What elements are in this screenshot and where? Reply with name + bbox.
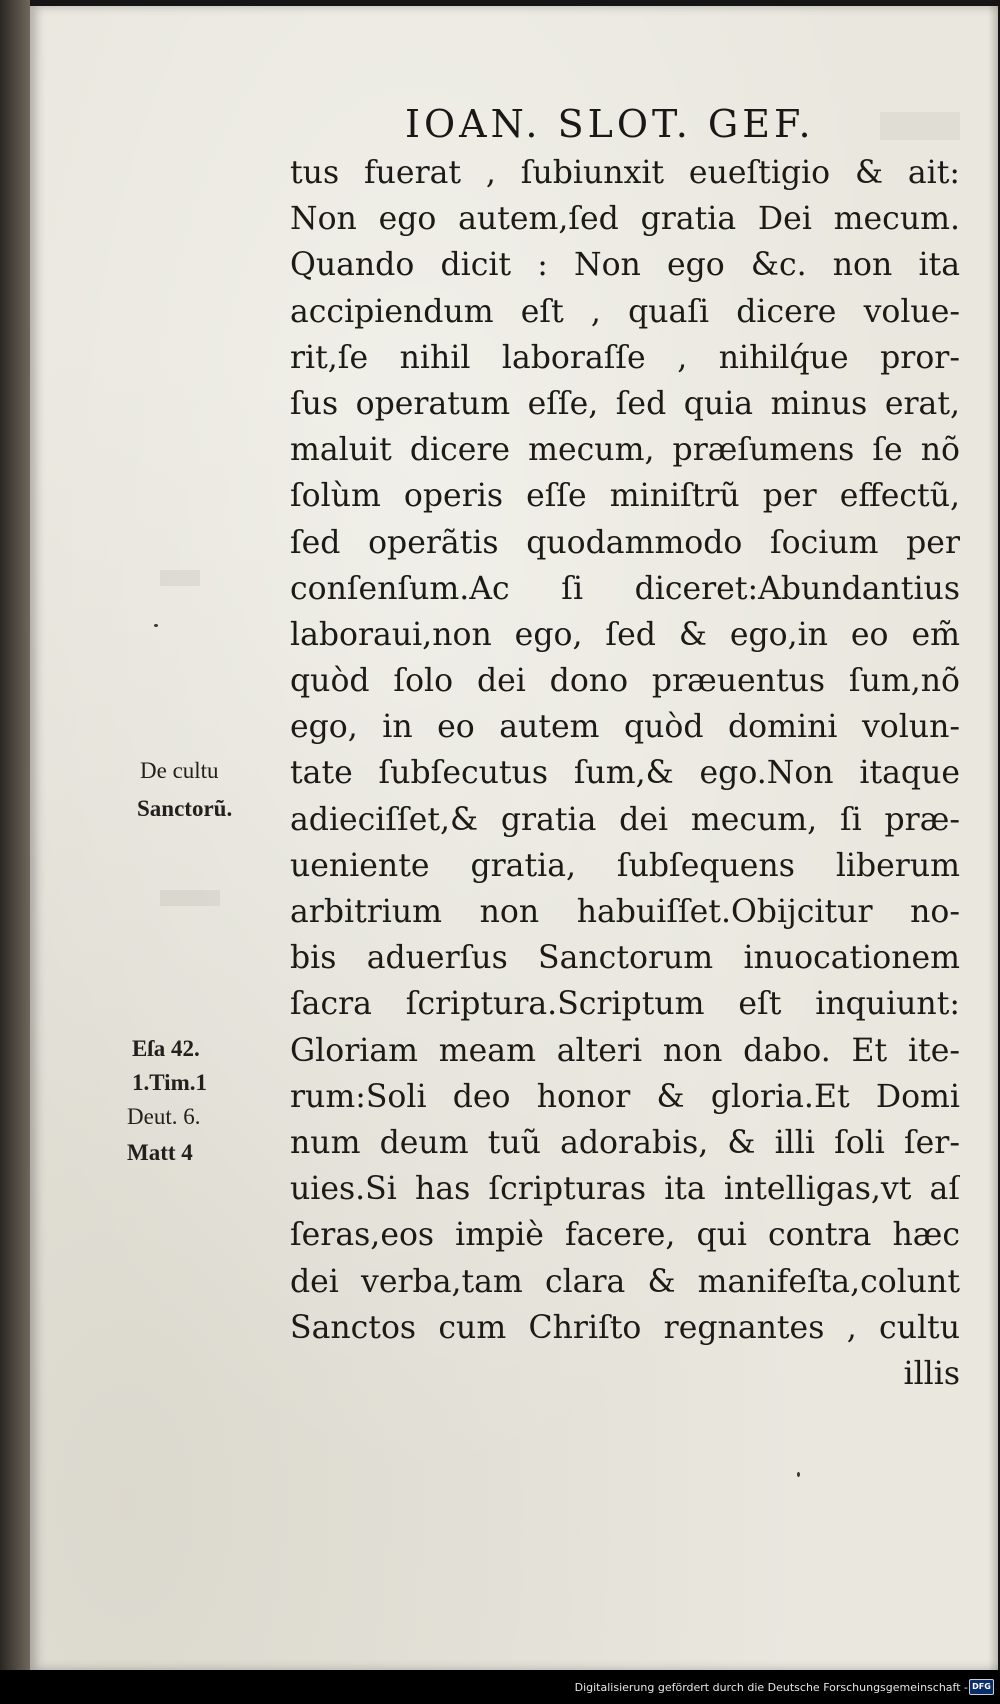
text-line: Gloriam meam alteri non dabo. Et ite- [290,1032,960,1069]
text-line: Quando dicit : Non ego &c. non ita [290,247,960,284]
margin-note-topic: Sanctorũ. [137,796,233,821]
text-line: ſacra ſcriptura.Scriptum eſt inquiunt: [290,986,960,1023]
text-line: rit,ſe nihil laboraſſe , nihilq́ue pror- [290,339,960,376]
text-line: accipiendum eſt , quaſi dicere volue- [290,293,960,330]
text-line: ſus operatum eſſe, ſed quia minus erat, [290,385,960,422]
text-line: Sanctos cum Chriſto regnantes , cultu [290,1309,960,1346]
margin-note-topic: De cultu [140,758,219,783]
text-line: bis aduerſus Sanctorum inuocationem [290,940,960,977]
text-line: ſed operãtis quodammodo ſocium per [290,524,960,561]
text-line: num deum tuũ adorabis, & illi ſoli ſer- [290,1124,960,1161]
text-line: dei verba,tam clara & manifeſta,colunt [290,1263,960,1300]
text-line: maluit dicere mecum, præſumens ſe nõ [290,432,960,469]
margin-note-reference: Deut. 6. [127,1104,201,1129]
text-line: ueniente gratia, ſubſequens liberum [290,847,960,884]
text-line: ſeras,eos impiè facere, qui contra hæc [290,1217,960,1254]
text-line: quòd ſolo dei dono præuentus ſum,nõ [290,663,960,700]
ink-speck [154,624,158,627]
text-line: tate ſubſecutus ſum,& ego.Non itaque [290,755,960,792]
text-line: rum:Soli deo honor & gloria.Et Domi [290,1078,960,1115]
text-line: laboraui,non ego, ſed & ego,in eo em̃ [290,616,960,653]
text-line: Non ego autem,ſed gratia Dei mecum. [290,201,960,238]
text-line: conſenſum.Ac ſi diceret:Abundantius [290,570,960,607]
catchword: illis [903,1355,960,1392]
show-through-mark [880,112,960,140]
margin-note-reference: Eſa 42. [132,1036,200,1061]
main-text-block [290,150,960,1397]
margin-note-reference: 1.Tim.1 [132,1070,207,1095]
text-line: ego, in eo autem quòd domini volun- [290,709,960,746]
text-line: arbitrium non habuiſſet.Obijcitur no- [290,894,960,930]
running-head: IOAN. SLOT. GEF. [405,102,815,146]
show-through-mark [160,570,200,586]
show-through-mark [160,890,220,906]
text-line: ſolùm operis eſſe miniſtrũ per effectũ, [290,478,960,515]
footer-credit: Digitalisierung gefördert durch die Deutsche Forschungsgemeinschaft - [574,1681,968,1694]
page-edge-shadow [988,6,998,1670]
text-line: uies.Si has ſcripturas ita intelligas,vt aſ [290,1171,960,1208]
book-binding-edge [0,0,30,1670]
ink-speck [797,1472,800,1477]
margin-note-reference: Matt 4 [127,1140,193,1165]
text-line: tus fuerat , ſubiunxit eueſtigio & ait: [290,155,960,191]
dfg-logo: DFG [969,1679,994,1695]
text-line: adieciſſet,& gratia dei mecum, ſi præ- [290,801,960,838]
